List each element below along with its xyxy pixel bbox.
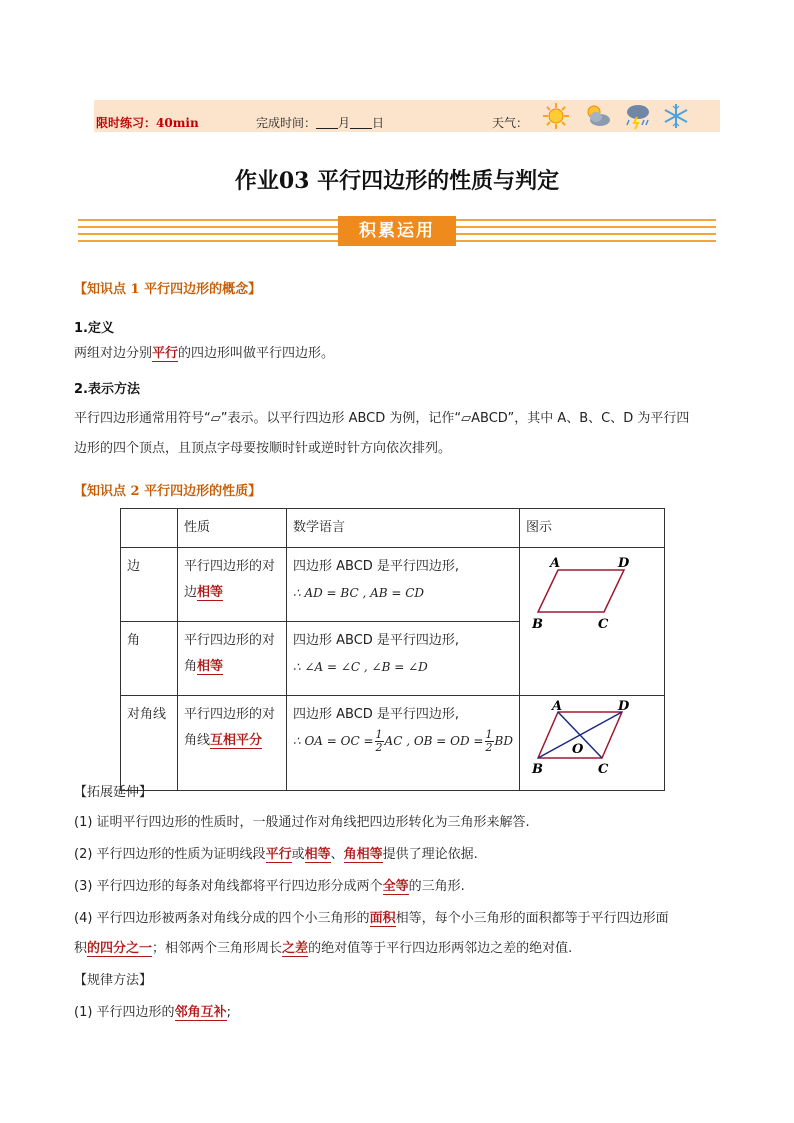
method-heading: 【规律方法】 [74, 973, 153, 988]
parallelogram-diagonals-figure [520, 696, 652, 780]
finish-time: 完成时间： 月 日 [256, 116, 385, 130]
kp1-heading: 【知识点 1 平行四边形的概念】 [74, 282, 262, 297]
figure-cell-diagonals [519, 696, 664, 791]
label-D: D [617, 556, 630, 571]
label-C: C [597, 762, 609, 777]
section-badge: 积累运用 [338, 216, 456, 246]
representation-line-1: 平行四边形通常用符号“▱”表示。以平行四边形 ABCD 为例，记作“▱ABCD”，其中 A、B、C、D 为平行四 [74, 411, 690, 426]
row-item: 角 [121, 622, 178, 696]
label-A: A [549, 556, 561, 571]
extension-line-2: (2) 平行四边形的性质为证明线段平行或相等、角相等提供了理论依据. [74, 847, 478, 862]
header-band [94, 100, 720, 132]
row-property: 平行四边形的对 角线互相平分 [178, 696, 287, 791]
row-language: 四边形 ABCD 是平行四边形, ∴ AD = BC , AB = CD [287, 548, 520, 622]
table-header-row [121, 509, 665, 548]
page-title: 作业03 平行四边形的性质与判定 [234, 168, 560, 194]
row-language: 四边形 ABCD 是平行四边形, ∴ ∠A = ∠C , ∠B = ∠D [287, 622, 520, 696]
snowflake-icon [662, 102, 690, 130]
extension-line-3: (3) 平行四边形的每条对角线都将平行四边形分成两个全等的三角形. [74, 879, 465, 894]
table-header: 数学语言 [287, 509, 520, 548]
representation-heading: 2.表示方法 [74, 382, 140, 397]
table-header: 性质 [178, 509, 287, 548]
representation-line-2: 边形的四个顶点，且顶点字母要按顺时针或逆时针方向依次排列。 [74, 441, 452, 456]
diagonal-formula: ∴ OA = OC = $\frac{1}{2}$ AC , OB = OD = $\frac{1}{2}$ BD [293, 728, 513, 754]
table-row [121, 548, 665, 622]
row-item: 边 [121, 548, 178, 622]
partly-cloudy-icon [584, 102, 612, 130]
method-line-1: (1) 平行四边形的邻角互补; [74, 1005, 231, 1020]
thunderstorm-icon [624, 102, 652, 130]
kp2-heading: 【知识点 2 平行四边形的性质】 [74, 484, 262, 499]
parallelogram-figure [520, 548, 652, 658]
label-A: A [551, 699, 563, 714]
table-header [121, 509, 178, 548]
label-D: D [617, 699, 630, 714]
definition-heading: 1.定义 [74, 321, 114, 336]
extension-heading: 【拓展延伸】 [74, 785, 153, 800]
label-C: C [597, 617, 609, 632]
row-property: 平行四边形的对 边相等 [178, 548, 287, 622]
row-property: 平行四边形的对 角相等 [178, 622, 287, 696]
time-limit: 限时练习：40min [96, 116, 199, 130]
label-B: B [531, 762, 543, 777]
row-item: 对角线 [121, 696, 178, 791]
table-header: 图示 [519, 509, 664, 548]
extension-line-5: 积的四分之一；相邻两个三角形周长之差的绝对值等于平行四边形两邻边之差的绝对值. [74, 941, 573, 956]
definition-text: 两组对边分别平行的四边形叫做平行四边形。 [74, 346, 335, 361]
figure-cell [519, 548, 664, 696]
row-language: 四边形 ABCD 是平行四边形, ∴ OA = OC = $\frac{1}{2}$ AC , OB = OD = $\frac{1}{2}$ BD [287, 696, 520, 791]
label-B: B [531, 617, 543, 632]
label-O: O [571, 742, 584, 757]
weather-label: 天气： [492, 116, 529, 130]
properties-table [120, 508, 665, 791]
table-row [121, 696, 665, 791]
extension-line-1: (1) 证明平行四边形的性质时，一般通过作对角线把四边形转化为三角形来解答. [74, 815, 530, 830]
sun-icon [542, 102, 570, 130]
extension-line-4: (4) 平行四边形被两条对角线分成的四个小三角形的面积相等，每个小三角形的面积都等于平行四边形面 [74, 911, 669, 926]
